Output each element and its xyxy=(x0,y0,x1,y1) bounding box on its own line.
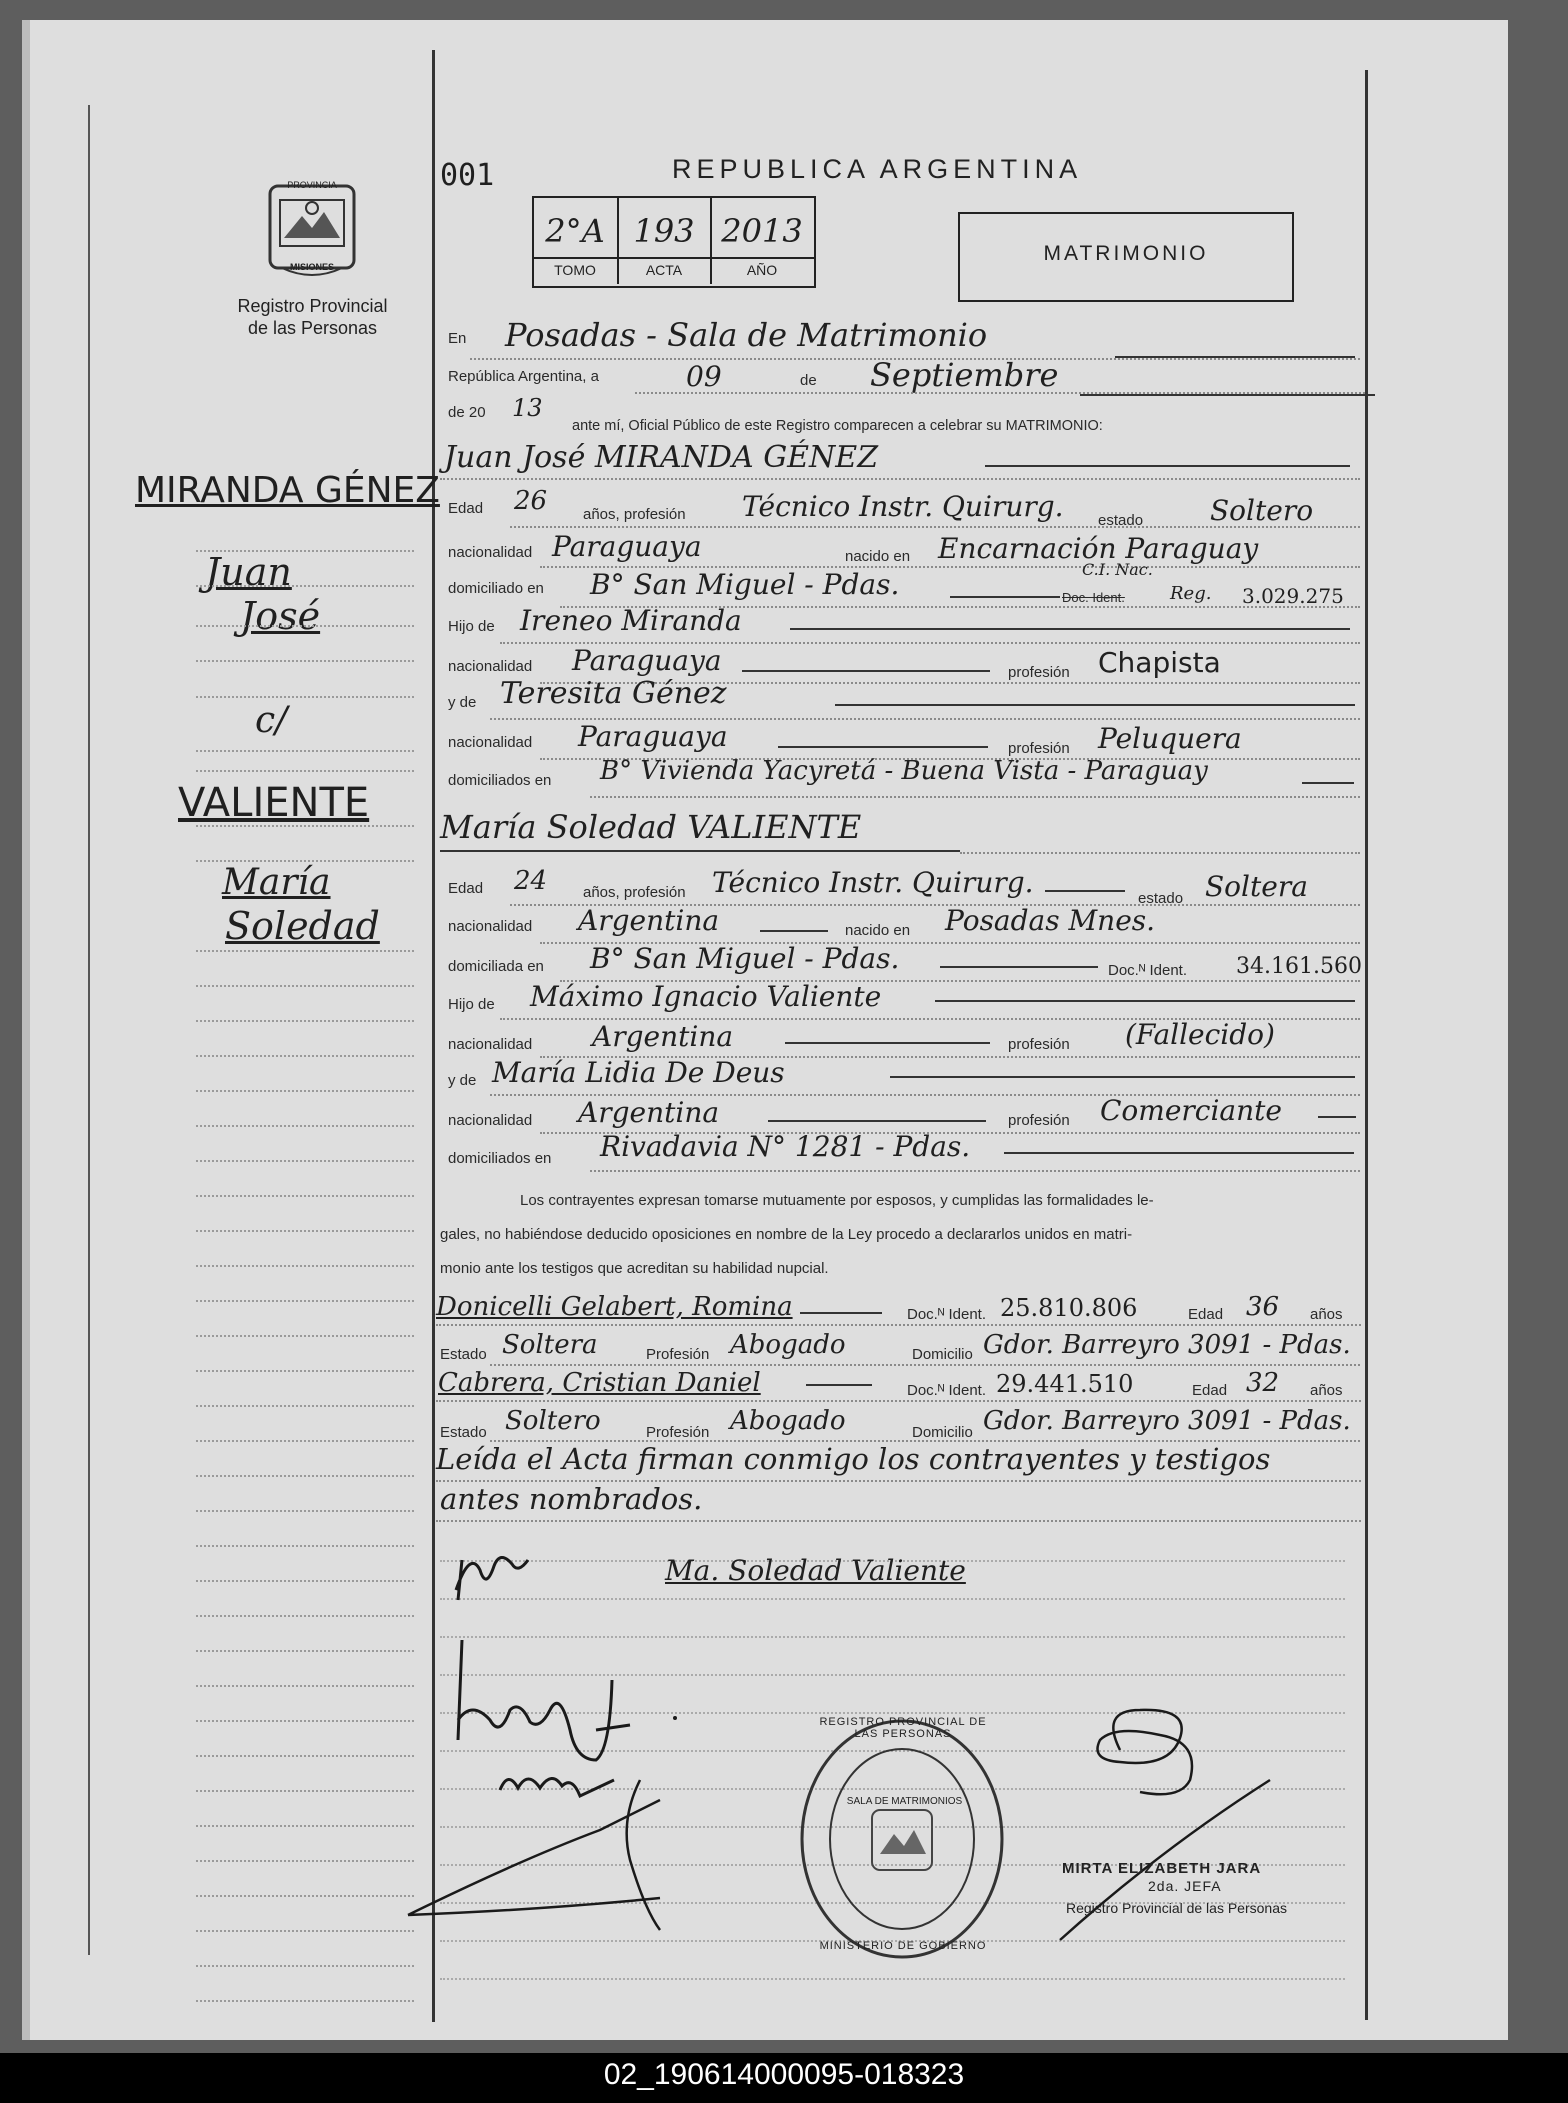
registry-name-line2: de las Personas xyxy=(247,318,378,338)
file-name: 02_190614000095-018323 xyxy=(603,2058,965,2091)
logo-text-top: PROVINCIA xyxy=(287,180,337,190)
label-domiciliados-en: domiciliados en xyxy=(448,1150,552,1167)
margin-name-groom-2: José xyxy=(240,594,321,638)
bride-father-nationality: Argentina xyxy=(592,1020,734,1053)
bride-mother: María Lidia De Deus xyxy=(492,1056,785,1089)
bride-mother-profession: Comerciante xyxy=(1100,1094,1282,1127)
bride-profession: Técnico Instr. Quirurg. xyxy=(712,866,1034,899)
label-nacionalidad: nacionalidad xyxy=(448,1036,533,1053)
groom-address: B° San Miguel - Pdas. xyxy=(590,568,900,601)
seal-bottom-text: MINISTERIO DE GOBIERNO xyxy=(819,1940,987,1952)
margin-rule xyxy=(196,1475,414,1477)
bride-name: María Soledad VALIENTE xyxy=(440,808,862,846)
dotline xyxy=(440,478,1360,480)
witness1-status: Soltera xyxy=(502,1330,598,1360)
signature-rule xyxy=(440,1978,1345,1980)
witness2-status: Soltero xyxy=(505,1406,601,1436)
label-domicilio: Domicilio xyxy=(912,1346,973,1363)
official-org: Registro Provincial de las Personas xyxy=(1066,1900,1287,1916)
margin-rule xyxy=(196,1265,414,1267)
record-id-divider-h xyxy=(532,257,814,259)
dash-line xyxy=(1302,782,1354,784)
dash-line xyxy=(1004,1152,1354,1154)
label-doc-ident: Doc.ᴺ Ident. xyxy=(1108,962,1187,979)
witness2-age: 32 xyxy=(1246,1368,1280,1398)
label-hijo-de: Hijo de xyxy=(448,996,495,1013)
label-anios: años xyxy=(1310,1306,1343,1323)
label-nacionalidad: nacionalidad xyxy=(448,658,533,675)
label-doc-ident: Doc.ᴺ Ident. xyxy=(907,1382,986,1399)
margin-rule xyxy=(196,985,414,987)
groom-nationality: Paraguaya xyxy=(552,530,702,563)
margin-rule xyxy=(196,1160,414,1162)
margin-name-bride-1: María xyxy=(222,862,331,903)
binding-stitch xyxy=(88,105,90,1955)
bride-mother-nationality: Argentina xyxy=(578,1096,720,1129)
margin-rule xyxy=(196,770,414,772)
label-republica: República Argentina, a xyxy=(448,368,599,385)
dash-line xyxy=(940,966,1098,968)
margin-rule xyxy=(196,1965,414,1967)
label-profesion: profesión xyxy=(1008,664,1070,681)
margin-rule xyxy=(196,1545,414,1547)
label-hijo-de: Hijo de xyxy=(448,618,495,635)
margin-rule xyxy=(196,625,414,627)
logo-text-bottom: MISIONES xyxy=(289,262,334,272)
bride-parents-address: Rivadavia N° 1281 - Pdas. xyxy=(600,1130,971,1163)
margin-rule xyxy=(196,1055,414,1057)
margin-name-bride-2: Soledad xyxy=(225,904,380,948)
groom-father: Ireneo Miranda xyxy=(520,604,742,637)
dash-line xyxy=(760,930,828,932)
margin-rule xyxy=(196,1230,414,1232)
acta-label: ACTA xyxy=(645,262,683,278)
margin-rule xyxy=(196,585,414,587)
label-nacido-en: nacido en xyxy=(845,922,911,939)
margin-rule xyxy=(196,1125,414,1127)
margin-rule xyxy=(196,950,414,952)
tomo-value: 2°A xyxy=(545,212,605,250)
dash-line xyxy=(742,670,990,672)
year-suffix-value: 13 xyxy=(512,394,543,422)
dash-line xyxy=(806,1384,872,1386)
label-nacionalidad: nacionalidad xyxy=(448,918,533,935)
dash-line xyxy=(1080,394,1375,396)
witness1-age: 36 xyxy=(1246,1292,1280,1322)
page-edge-left xyxy=(22,20,30,2040)
label-profesion: profesión xyxy=(1008,740,1070,757)
dash-line xyxy=(785,1042,990,1044)
reg-label: Reg. xyxy=(1170,583,1212,604)
label-domicilio: Domicilio xyxy=(912,1424,973,1441)
dotline xyxy=(436,1520,1361,1522)
margin-surname-groom: MIRANDA GÉNEZ xyxy=(135,470,440,511)
underline-bride xyxy=(440,850,960,852)
label-edad: Edad xyxy=(448,880,484,897)
dash-line xyxy=(1045,890,1125,892)
closing-line-1: Leída el Acta firman conmigo los contrayentes y testigos xyxy=(436,1442,1271,1476)
groom-mother-nationality: Paraguaya xyxy=(578,720,728,753)
anio-value: 2013 xyxy=(721,212,803,250)
groom-father-profession: Chapista xyxy=(1098,646,1221,679)
margin-rule xyxy=(196,1020,414,1022)
witness2-address: Gdor. Barreyro 3091 - Pdas. xyxy=(983,1406,1351,1436)
margin-rule xyxy=(196,550,414,552)
seal-inner-text: SALA DE MATRIMONIOS xyxy=(846,1796,963,1807)
groom-profession: Técnico Instr. Quirurg. xyxy=(742,490,1064,523)
closing-line-2: antes nombrados. xyxy=(440,1482,703,1516)
margin-rule xyxy=(196,1685,414,1687)
anio-label: AÑO xyxy=(746,262,778,278)
bride-father-profession: (Fallecido) xyxy=(1125,1018,1275,1051)
margin-rule xyxy=(196,1825,414,1827)
day-value: 09 xyxy=(686,360,722,393)
dash-line xyxy=(890,1076,1355,1078)
margin-rule xyxy=(196,1335,414,1337)
label-anios-profesion: años, profesión xyxy=(583,884,686,901)
margin-rule xyxy=(196,1860,414,1862)
label-edad: Edad xyxy=(448,500,484,517)
country-title: REPUBLICA ARGENTINA xyxy=(672,154,1083,184)
margin-rule xyxy=(196,1370,414,1372)
label-nacionalidad: nacionalidad xyxy=(448,544,533,561)
label-nacido-en: nacido en xyxy=(845,548,911,565)
witness2-name: Cabrera, Cristian Daniel xyxy=(438,1368,761,1398)
dotline xyxy=(490,1364,1360,1366)
margin-name-groom-1: Juan xyxy=(205,550,292,594)
margin-rule xyxy=(196,825,414,827)
dotline xyxy=(590,796,1360,798)
acta-value: 193 xyxy=(633,212,695,250)
label-y-de: y de xyxy=(448,694,477,711)
margin-conjunction: c/ xyxy=(255,700,288,741)
margin-rule xyxy=(196,2000,414,2002)
bride-doc: 34.161.560 xyxy=(1236,954,1362,979)
bride-age: 24 xyxy=(514,866,548,896)
margin-rule xyxy=(196,1650,414,1652)
doc-ident-struck: Doc. Ident. xyxy=(1062,590,1125,605)
groom-status: Soltero xyxy=(1210,494,1314,527)
city-value: Posadas - Sala de Matrimonio xyxy=(505,316,988,354)
margin-rule xyxy=(196,1195,414,1197)
tomo-label: TOMO xyxy=(554,262,596,278)
bride-address: B° San Miguel - Pdas. xyxy=(590,942,900,975)
page-number: 001 xyxy=(440,158,495,193)
margin-rule xyxy=(196,1755,414,1757)
registry-name-line1: Registro Provincial xyxy=(237,296,388,316)
frame-right-line xyxy=(1365,70,1368,2020)
label-edad: Edad xyxy=(1188,1306,1224,1323)
dash-line xyxy=(800,1312,882,1314)
dash-line xyxy=(835,704,1355,706)
dash-line xyxy=(950,596,1060,598)
witness1-name: Donicelli Gelabert, Romina xyxy=(436,1292,793,1322)
margin-rule xyxy=(196,696,414,698)
dotline xyxy=(590,1170,1360,1172)
label-estado: Estado xyxy=(440,1346,487,1363)
month-value: Septiembre xyxy=(870,356,1059,394)
record-type-label: MATRIMONIO xyxy=(1043,242,1209,265)
witness2-profession: Abogado xyxy=(730,1406,846,1436)
groom-father-nationality: Paraguaya xyxy=(572,644,722,677)
label-de: de xyxy=(800,372,817,389)
bride-status: Soltera xyxy=(1205,870,1308,903)
label-nacionalidad: nacionalidad xyxy=(448,1112,533,1129)
label-estado: Estado xyxy=(440,1424,487,1441)
dash-line xyxy=(790,628,1350,630)
margin-rule xyxy=(196,660,414,662)
margin-rule xyxy=(196,1510,414,1512)
margin-rule xyxy=(196,1895,414,1897)
dash-line xyxy=(1318,1116,1356,1118)
label-domiciliados-en: domiciliados en xyxy=(448,772,552,789)
label-domiciliado-en: domiciliado en xyxy=(448,580,544,597)
groom-birthplace: Encarnación Paraguay xyxy=(938,532,1259,565)
official-title: 2da. JEFA xyxy=(1148,1878,1222,1894)
label-anios-profesion: años, profesión xyxy=(583,506,686,523)
label-y-de: y de xyxy=(448,1072,477,1089)
statement-line-1: Los contrayentes expresan tomarse mutuamente por esposos, y cumplidas las formalidades le- xyxy=(520,1192,1154,1209)
margin-rule xyxy=(196,1720,414,1722)
witness2-doc: 29.441.510 xyxy=(996,1370,1134,1398)
label-profesion: profesión xyxy=(1008,1036,1070,1053)
margin-surname-bride: VALIENTE xyxy=(178,780,370,826)
label-estado: estado xyxy=(1098,512,1144,529)
dash-line xyxy=(1115,356,1355,358)
dash-line xyxy=(985,465,1350,467)
groom-mother: Teresita Génez xyxy=(500,676,727,711)
seal-outer-text: REGISTRO PROVINCIAL DE LAS PERSONAS xyxy=(819,1716,987,1740)
margin-rule xyxy=(196,1405,414,1407)
bride-signature: Ma. Soledad Valiente xyxy=(665,1554,966,1587)
dotline xyxy=(960,852,1360,854)
margin-rule xyxy=(196,1440,414,1442)
official-name: MIRTA ELIZABETH JARA xyxy=(1062,1860,1262,1877)
label-anios: años xyxy=(1310,1382,1343,1399)
bride-nationality: Argentina xyxy=(578,904,720,937)
margin-rule xyxy=(196,750,414,752)
statement-line-2: gales, no habiéndose deducido oposiciones en nombre de la Ley procedo a declararlos unidos en matri- xyxy=(440,1226,1133,1243)
dash-line xyxy=(935,1000,1355,1002)
groom-mother-profession: Peluquera xyxy=(1098,722,1242,755)
dash-line xyxy=(768,1120,986,1122)
groom-name: Juan José MIRANDA GÉNEZ xyxy=(444,440,879,475)
dotline xyxy=(510,526,1360,528)
label-de20: de 20 xyxy=(448,404,486,421)
witness1-profession: Abogado xyxy=(730,1330,846,1360)
witness1-doc: 25.810.806 xyxy=(1000,1294,1138,1322)
label-profesion: Profesión xyxy=(646,1346,710,1363)
groom-age: 26 xyxy=(514,486,548,516)
registry-seal-icon xyxy=(796,1714,1008,1964)
label-en: En xyxy=(448,330,467,347)
groom-parents-address: B° Vivienda Yacyretá - Buena Vista - Paraguay xyxy=(600,756,1208,786)
statement-line-3: monio ante los testigos que acreditan su habilidad nupcial. xyxy=(440,1260,829,1277)
groom-doc: 3.029.275 xyxy=(1242,584,1344,608)
intro-text: ante mí, Oficial Público de este Registro comparecen a celebrar su MATRIMONIO: xyxy=(572,418,1103,434)
bride-birthplace: Posadas Mnes. xyxy=(945,904,1156,937)
dotline xyxy=(436,1324,1361,1326)
bride-father: Máximo Ignacio Valiente xyxy=(530,980,882,1013)
label-estado: estado xyxy=(1138,890,1184,907)
margin-rule xyxy=(196,1615,414,1617)
margin-rule xyxy=(196,1790,414,1792)
witness1-address: Gdor. Barreyro 3091 - Pdas. xyxy=(983,1330,1351,1360)
dotline xyxy=(436,1400,1361,1402)
margin-rule xyxy=(196,1090,414,1092)
ci-nac-label: C.I. Nac. xyxy=(1082,560,1153,579)
label-doc-ident: Doc.ᴺ Ident. xyxy=(907,1306,986,1323)
label-domiciliada-en: domiciliada en xyxy=(448,958,544,975)
margin-rule xyxy=(196,1300,414,1302)
margin-rule xyxy=(196,860,414,862)
label-profesion: Profesión xyxy=(646,1424,710,1441)
dash-line xyxy=(778,746,988,748)
label-profesion: profesión xyxy=(1008,1112,1070,1129)
margin-rule xyxy=(196,1930,414,1932)
margin-rule xyxy=(196,1580,414,1582)
label-nacionalidad: nacionalidad xyxy=(448,734,533,751)
label-edad: Edad xyxy=(1192,1382,1228,1399)
